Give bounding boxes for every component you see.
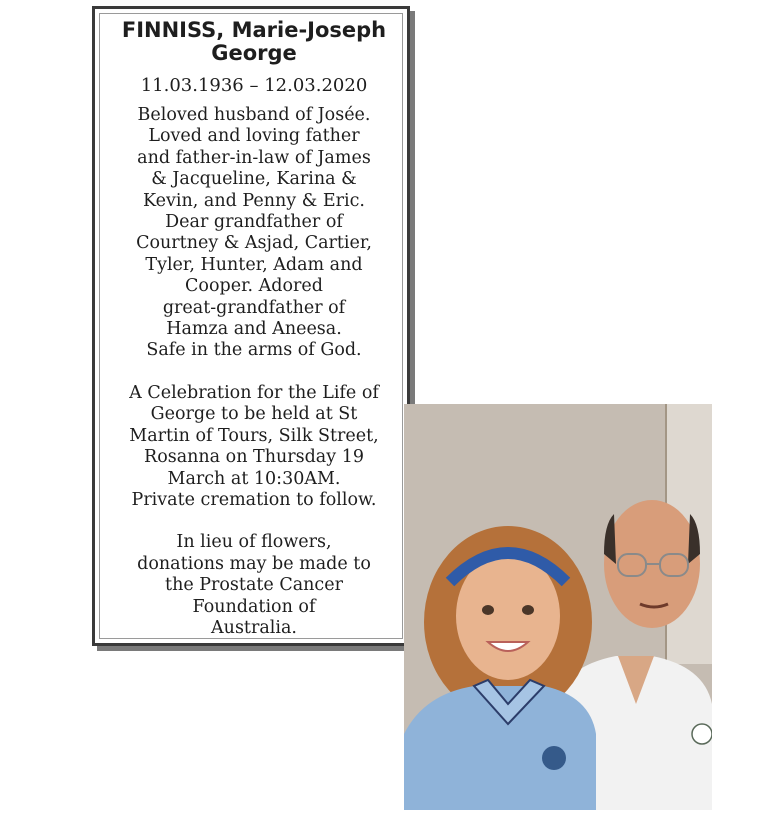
family-line: Dear grandfather of (165, 212, 343, 233)
service-line: Rosanna on Thursday 19 (144, 447, 364, 468)
donation-line: In lieu of flowers, (176, 532, 332, 553)
girl-eye-right (522, 605, 534, 615)
service-line: A Celebration for the Life of (129, 382, 379, 403)
family-paragraph (95, 105, 413, 362)
donation-line: the Prostate Cancer (165, 575, 343, 596)
family-line: Loved and loving father (148, 126, 360, 147)
name-line-1: FINNISS, Marie-Joseph (121, 18, 387, 42)
life-dates: 11.03.1936 – 12.03.2020 (140, 75, 368, 96)
service-paragraph (95, 383, 413, 511)
man-shirt-emblem (692, 724, 712, 744)
photo-illustration (404, 404, 712, 810)
girl-school-emblem (542, 746, 566, 770)
family-line: Safe in the arms of God. (146, 340, 362, 361)
family-line: Cooper. Adored (185, 276, 323, 297)
family-line: & Jacqueline, Karina & (151, 169, 357, 190)
family-line: Kevin, and Penny & Eric. (143, 190, 365, 211)
family-line: Beloved husband of Josée. (137, 105, 371, 125)
deceased-name (101, 19, 407, 65)
family-line: Courtney & Asjad, Cartier, (136, 233, 372, 254)
donation-line: donations may be made to (137, 553, 371, 574)
donation-paragraph (95, 532, 413, 639)
donation-line: Australia. (211, 617, 297, 638)
notice-text (95, 19, 413, 639)
family-line: Tyler, Hunter, Adam and (145, 254, 363, 275)
name-line-2: George (211, 41, 297, 65)
service-line: George to be held at St (150, 404, 358, 425)
family-line: Hamza and Aneesa. (166, 319, 342, 340)
family-line: and father-in-law of James (137, 147, 371, 168)
family-line: great-grandfather of (162, 297, 346, 318)
service-line: March at 10:30AM. (167, 468, 341, 489)
donation-line: Foundation of (192, 596, 316, 617)
service-line: Martin of Tours, Silk Street, (129, 425, 379, 446)
death-notice (92, 6, 410, 646)
girl-eye-left (482, 605, 494, 615)
family-photo (404, 404, 712, 810)
service-line: Private cremation to follow. (131, 489, 377, 510)
